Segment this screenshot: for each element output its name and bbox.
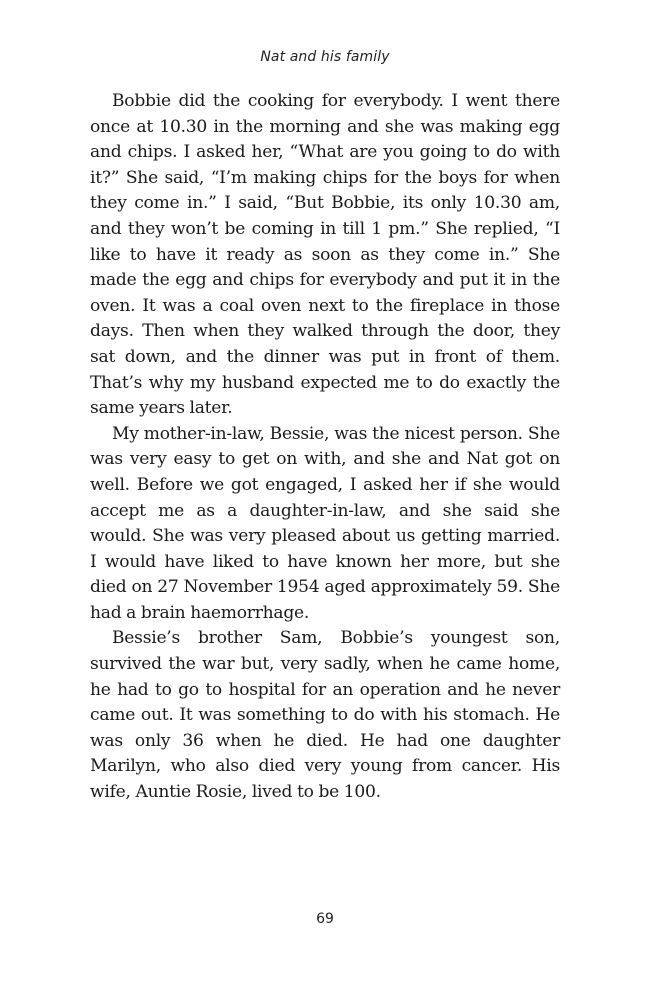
- paragraph-sam: Bessie’s brother Sam, Bobbie’s youngest son, survived the war but, very sadly, when he came home, he had to go to hospital for an operation and he never came out. It was something to do with his stomach. He was only 36 when he died. He had one daughter Marilyn, who also died very young from cancer. His wife, Auntie Rosie, lived to be 100.: [90, 628, 560, 803]
- body-text: [90, 89, 560, 806]
- page-number: 69: [316, 911, 334, 927]
- paragraph-bobbie-cooking: Bobbie did the cooking for everybody. I went there once at 10.30 in the morning and she was making egg and chips. I asked her, “What are you going to do with it?” She said, “I’m making chips for the boys for when they come in.” I said, “But Bobbie, its only 10.30 am, and they won’t be coming in till 1 pm.” She replied, “I like to have it ready as soon as they come in.” She made the egg and chips for everybody and put it in the oven. It was a coal oven next to the fireplace in those days. Then when they walked through the door, they sat down, and the dinner was put in front of them. That’s why my husband expected me to do exactly the same years later.: [90, 91, 560, 419]
- paragraph-mother-in-law: My mother-in-law, Bessie, was the nicest person. She was very easy to get on with, and she and Nat got on well. Before we got engaged, I asked her if she would accept me as a daughter-in-law, and she said she would. She was very pleased about us getting married. I would have liked to have known her more, but she died on 27 November 1954 aged approximately 59. She had a brain haemorrhage.: [90, 423, 560, 623]
- running-head: Nat and his family: [260, 49, 390, 65]
